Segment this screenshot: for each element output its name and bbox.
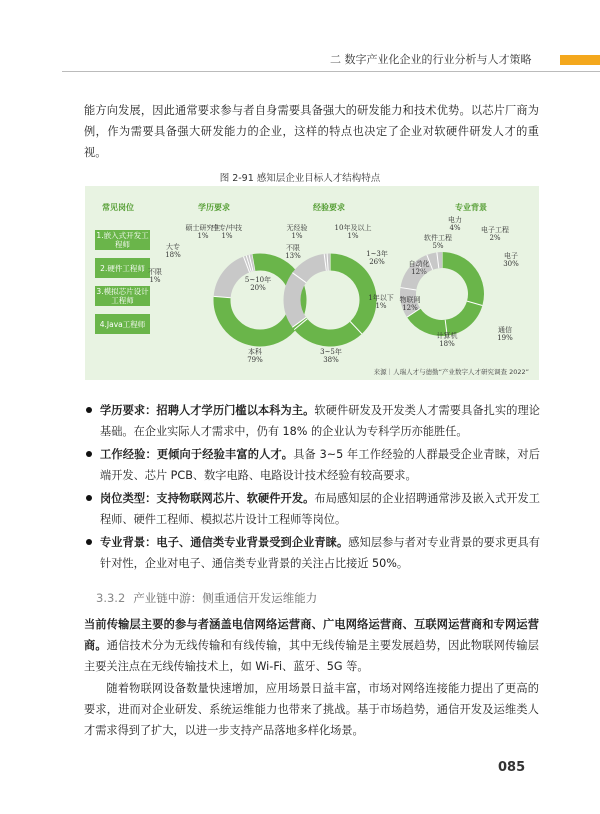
donut-segment (330, 262, 368, 328)
section-heading (96, 590, 317, 606)
donut-label: 电力 4% (448, 216, 462, 232)
position-box-1: 1.嵌入式开发工程师 (96, 231, 149, 249)
donut-segment (446, 303, 475, 327)
donut-segment (222, 264, 246, 297)
donut-segment (414, 313, 447, 328)
bullet-experience: 工作经验：更倾向于经验丰富的人才。具备 3~5 年工作经验的人群最受企业青睐，对后端开发、芯片 PCB、数字电路、电路设计技术经验有较高要求。 (100, 444, 540, 486)
position-box-4: 4.Java工程师 (95, 314, 150, 334)
donut-label: 1~3年 26% (366, 250, 388, 266)
donut-label: 自动化 12% (408, 260, 430, 276)
figure-title: 图 2-91 感知层企业目标人才结构特点 (219, 173, 381, 184)
header-accent-bar (560, 55, 600, 65)
donut-segment (301, 324, 356, 338)
donut-segment (442, 260, 476, 303)
paragraph-transport-layer: 当前传输层主要的参与者涵盖电信网络运营商、广电网络运营商、互联网运营商和专网运营商。通信技术分为无线传输和有线传输，其中无线传输是主要发展趋势，因此物联网传输层主要关注点在无线传输技术上，如 Wi-Fi、蓝牙、5G 等。 (84, 618, 539, 673)
donut-label: 无经验 1% (286, 224, 308, 240)
donut-label: 硕士研究生 1% (185, 224, 221, 240)
donut-label: 大专 18% (165, 243, 181, 259)
bullet-major: 专业背景：电子、通信类专业背景受到企业青睐。感知层参与者对专业背景的要求更具有针对性，企业对电子、通信类专业背景的关注占比接近 50%。 (100, 532, 540, 574)
donut-segment (292, 278, 299, 323)
experience-heading: 经验要求 (313, 203, 345, 212)
section-number: 3.3.2 (96, 591, 126, 605)
donut-label: 3~5年 38% (320, 348, 342, 364)
figure-source: 来源｜人瑞人才与德勤“产业数字人才研究调查 2022” (373, 368, 529, 376)
figure-panel (85, 186, 539, 380)
position-box-2: 2.硬件工程师 (95, 258, 150, 278)
donut-label: 电子工程 2% (481, 226, 509, 242)
positions-heading: 常见岗位 (102, 203, 134, 212)
donut-label: 5~10年 20% (244, 276, 272, 292)
donut-label: 本科 79% (247, 348, 263, 364)
bullet-position-type: 岗位类型：支持物联网芯片、软硬件开发。布局感知层的企业招聘通常涉及嵌入式开发工程师、硬件工程师、模拟芯片设计工程师等岗位。 (100, 488, 540, 530)
intro-paragraph: 能方向发展，因此通常要求参与者自身需要具备强大的研发能力和技术优势。以芯片厂商为例，作为需要具备强大研发能力的企业，这样的特点也决定了企业对软硬件研发人才的重视。 (84, 104, 539, 159)
bullet-list (100, 400, 540, 576)
donut-segment (430, 260, 438, 262)
donut-label: 计算机 18% (436, 332, 458, 348)
section-title: 产业链中游：侧重通信开发运维能力 (133, 591, 318, 605)
donut-label: 软件工程 5% (424, 234, 452, 250)
position-box-3: 3.模拟芯片设计工程师 (96, 287, 149, 305)
paragraph-market-trend: 随着物联网设备数量快速增加，应用场景日益丰富，市场对网络连接能力提出了更高的要求，进而对企业研发、系统运维能力也带来了挑战。基于市场趋势，通信开发及运维类人才需求得到了扩大，以进一步支持产品落地多样化场景。 (84, 682, 539, 737)
donut-label: 电子 30% (503, 252, 519, 268)
education-heading: 学历要求 (198, 203, 230, 212)
bullet-education: 学历要求：招聘人才学历门槛以本科为主。软硬件研发及开发类人才需要具备扎实的理论基础。在企业实际人才需求中，仍有 18% 的企业认为专科学历亦能胜任。 (100, 400, 540, 442)
major-heading: 专业背景 (455, 203, 487, 212)
chapter-header: 二 数字产业化企业的行业分析与人才策略 (330, 53, 532, 66)
donut-segment (299, 262, 325, 277)
header-rule (62, 71, 600, 72)
donut-label: 物联网 12% (399, 296, 421, 312)
donut-label: 10年及以上 1% (334, 224, 372, 240)
page-number: 085 (498, 760, 526, 775)
donut-label: 通信 19% (497, 326, 513, 342)
donut-label: 中专/中技 1% (211, 224, 243, 240)
donut-label: 1年以下 1% (368, 294, 394, 310)
donut-label: 不限 13% (285, 244, 301, 260)
donut-label: 不限 1% (148, 268, 162, 284)
